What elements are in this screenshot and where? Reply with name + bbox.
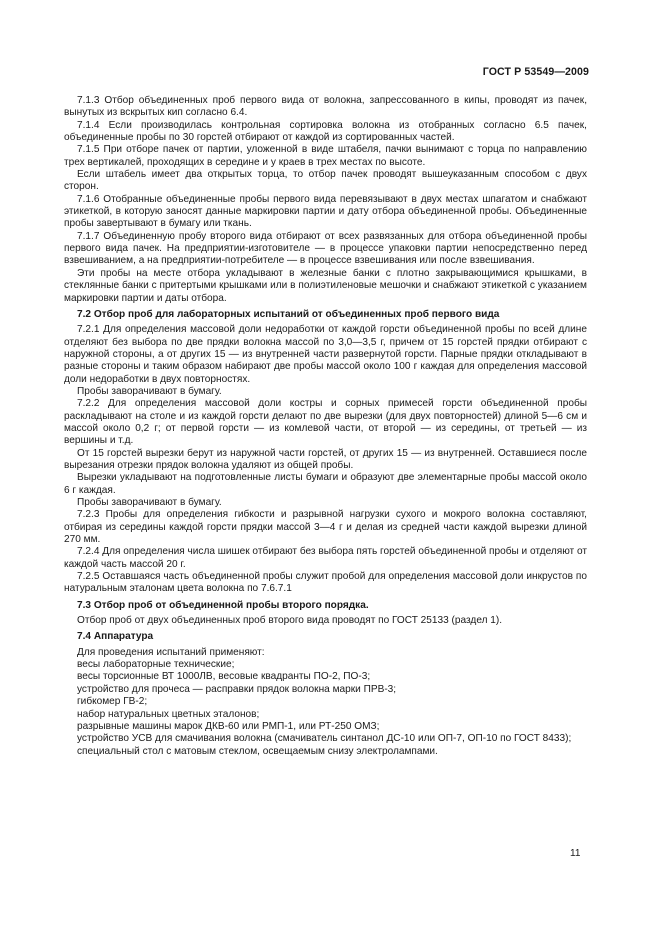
paragraph-7-2-2: 7.2.2 Для определения массовой доли костры и сорных примесей горсти объединенной пробы раскладывают на столе и из каждой горсти делают по две вырезки (для двух повторностей) длиной 5—6 см и массой около 0,2 г; от первой горсти — из комлевой части, от второй — из середины, от третьей — из вершины и т.д. (64, 398, 587, 447)
list-item: весы лабораторные технические; (77, 659, 235, 671)
paragraph-7-1-5: 7.1.5 При отборе пачек от партии, уложенной в виде штабеля, пачки вынимают с торца по направлению трех вертикалей, проходящих в середине и у краев в трех местах по высоте. (64, 144, 587, 168)
paragraph-7-1-6: 7.1.6 Отобранные объединенные пробы первого вида перевязывают в двух местах шпагатом и снабжают этикеткой, в которую заносят данные маркировки партии и дату отбора объединенной пробы. Объединенные пробы завертывают в бумагу или ткань. (64, 193, 587, 230)
paragraph-7-2-4: 7.2.4 Для определения числа шишек отбирают без выбора пять горстей объединенной пробы и отделяют от каждой часть массой 20 г. (64, 546, 587, 570)
paragraph-cuttings-on-paper: Вырезки укладывают на подготовленные листы бумаги и образуют две элементарные пробы массой около 6 г каждая. (64, 472, 587, 496)
paragraph-equipment-intro: Для проведения испытаний применяют: (77, 646, 265, 658)
paragraph-wrap-samples-2: Пробы заворачивают в бумагу. (77, 497, 222, 508)
paragraph-7-1-4: 7.1.4 Если производилась контрольная сортировка волокна из отобранных согласно 6.5 пачек, объединенные пробы по 30 горстей отбирают от каждой из сортированных частей. (64, 119, 587, 144)
paragraph-wrap-samples-1: Пробы заворачивают в бумагу. (77, 385, 222, 397)
paragraph-cuttings-15-handfuls: От 15 горстей вырезки берут из наружной части горстей, от других 15 — из внутренней. Оставшиеся после вырезания отрезки прядок волокна удаляют из общей пробы. (64, 447, 587, 471)
list-item: специальный стол с матовым стеклом, освещаемым снизу электролампами. (77, 745, 438, 757)
section-heading-7-3: 7.3 Отбор проб от объединенной пробы второго порядка. (77, 599, 369, 611)
paragraph-7-1-3: 7.1.3 Отбор объединенных проб первого вида от волокна, запрессованного в кипы, проводят из пачек, вынутых из вскрытых кип согласно 6.4. (64, 95, 587, 119)
list-item: весы торсионные ВТ 1000ЛВ, весовые квадранты ПО-2, ПО-3; (77, 671, 371, 683)
paragraph-7-3-text: Отбор проб от двух объединенных проб второго вида проводят по ГОСТ 25133 (раздел 1). (77, 615, 503, 627)
paragraph-7-1-7: 7.1.7 Объединенную пробу второго вида отбирают от всех развязанных для отбора объединенной пробы первого вида пачек. На предприятии-изготовителе — в процессе упаковки партии непосредственно перед взвешиванием, а на предприятии-потребителе — в процессе взвешивания или после взвешивания. (64, 230, 587, 267)
list-item: устройство УСВ для смачивания волокна (смачиватель синтанол ДС-10 или ОП-7, ОП-10 по ГОСТ 8433); (77, 733, 572, 745)
list-item: разрывные машины марок ДКВ-60 или РМП-1, или РТ-250 ОМЗ; (77, 720, 380, 732)
list-item: устройство для прочеса — расправки прядок волокна марки ПРВ-3; (77, 683, 397, 695)
paragraph-stack-two-ends: Если штабель имеет два открытых торца, то отбор пачек проводят вышеуказанным способом с двух сторон. (64, 169, 587, 193)
equipment-list (64, 659, 587, 758)
document-body (64, 95, 587, 758)
paragraph-7-2-5: 7.2.5 Оставшаяся часть объединенной пробы служит пробой для определения массовой доли инкрустов по натуральным эталонам цвета волокна по 7.6.7.1 (64, 571, 587, 595)
page-number: 11 (570, 848, 581, 859)
paragraph-7-2-3: 7.2.3 Пробы для определения гибкости и разрывной нагрузки сухого и мокрого волокна составляют, отбирая из середины каждой горсти прядки массой 3—4 г и делая из средней части каждой вырезки длиной 270 мм. (64, 509, 587, 546)
section-heading-7-2: 7.2 Отбор проб для лабораторных испытаний от объединенных проб первого вида (77, 308, 500, 320)
section-heading-7-4: 7.4 Аппаратура (77, 631, 154, 643)
list-item: гибкомер ГВ-2; (77, 696, 148, 708)
paragraph-sample-containers: Эти пробы на месте отбора укладывают в железные банки с плотно закрывающимися крышками, в стеклянные банки с притертыми крышками или в полиэтиленовые мешочки и снабжают этикеткой с указанием маркировки партии и даты отбора. (64, 267, 587, 304)
list-item: набор натуральных цветных эталонов; (77, 708, 260, 720)
document-code: ГОСТ Р 53549—2009 (482, 66, 589, 78)
paragraph-7-2-1: 7.2.1 Для определения массовой доли недоработки от каждой горсти объединенной пробы по всей длине отделяют без выбора по две прядки волокна массой по 3,0—3,5 г, причем от 15 горстей прядки отбирают с наружной стороны, а от других 15 — из внутренней части развернутой горсти. Парные прядки откладывают в разные стороны и таким образом набирают две пробы массой около 100 г каждая для определения массовой доли недоработки в двух повторностях. (64, 324, 587, 385)
